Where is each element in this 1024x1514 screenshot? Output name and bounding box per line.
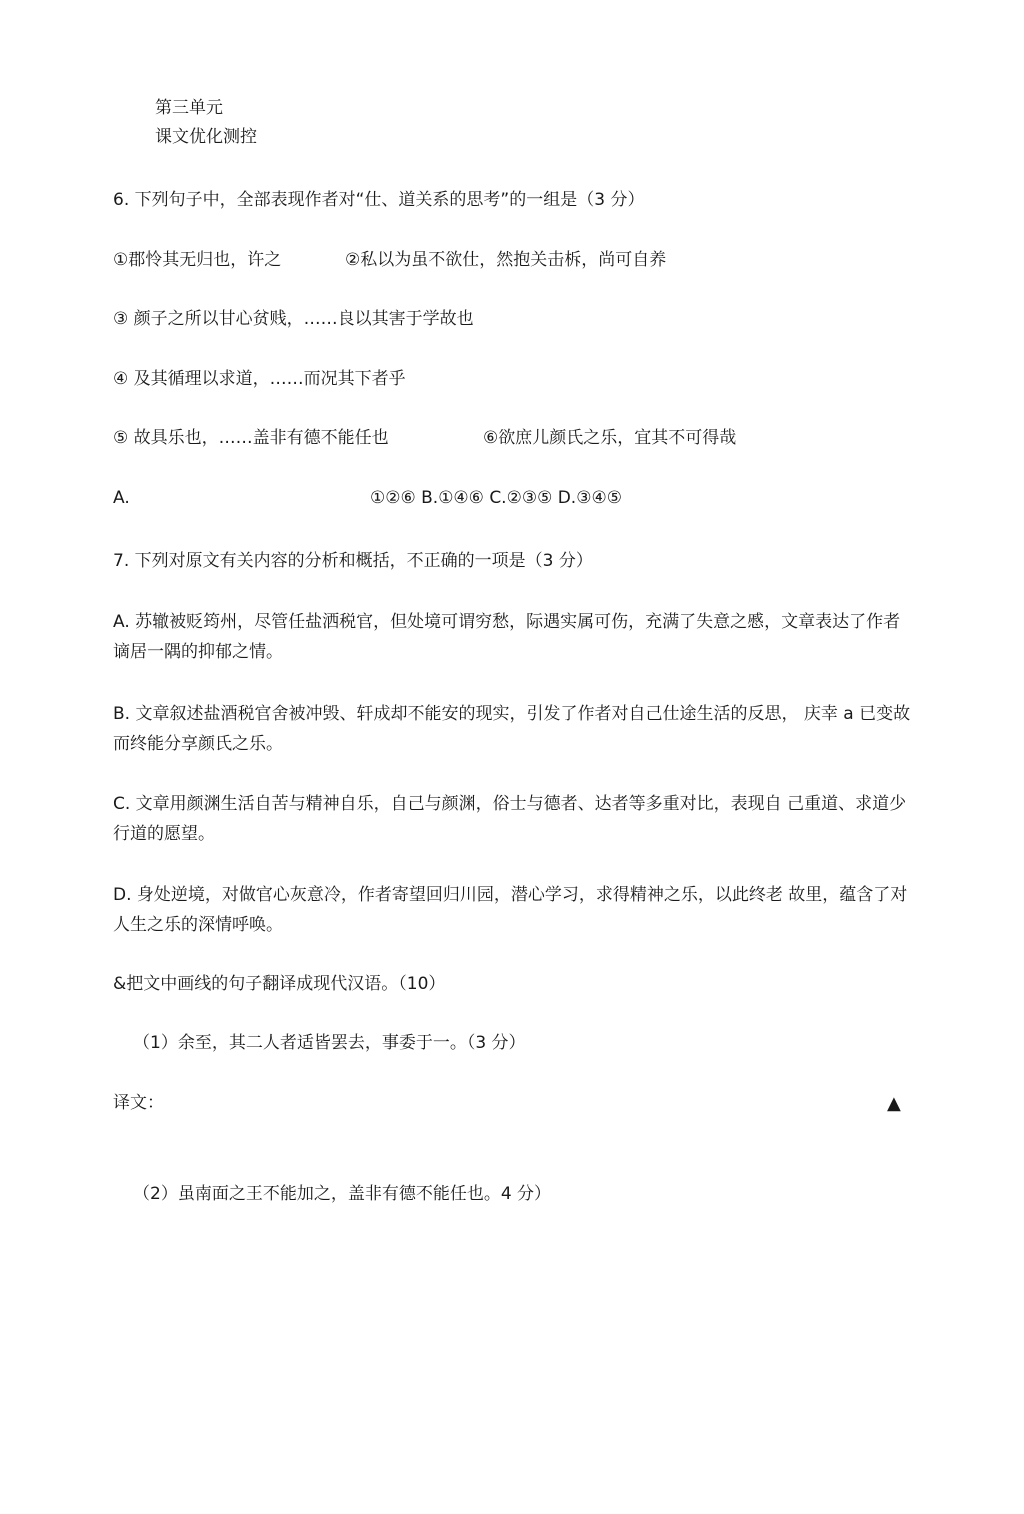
question-8-stem: &把文中画线的句子翻译成现代汉语。（10）	[113, 974, 446, 994]
option-1: ①郡怜其无归也，许之	[113, 250, 282, 270]
triangle-marker-icon: ▲	[887, 1093, 901, 1114]
choice-a-label: A.	[113, 488, 130, 508]
question-6-options-row-3	[113, 427, 913, 449]
option-4: ④ 及其循理以求道，……而况其下者乎	[113, 369, 406, 389]
question-8-sub-1: （1）余至，其二人者适皆罢去，事委于一。（3 分）	[133, 1033, 526, 1053]
question-6-options-row-1	[113, 249, 913, 271]
page-subtitle: 课文优化测控	[155, 127, 257, 147]
option-3: ③ 颜子之所以甘心贫贱，……良以其害于学故也	[113, 309, 474, 329]
question-7-stem: 7. 下列对原文有关内容的分析和概括，不正确的一项是（3 分）	[113, 551, 593, 571]
question-7-choice-b: B. 文章叙述盐酒税官舍被冲毁、轩成却不能安的现实，引发了作者对自己仕途生活的反思， 庆幸 a 已变故而终能分享颜氏之乐。	[113, 704, 911, 754]
option-5: ⑤ 故具乐也，……盖非有德不能任也	[113, 428, 389, 448]
question-7-choice-c: C. 文章用颜渊生活自苦与精神自乐，自己与颜渊，俗士与德者、达者等多重对比，表现自 己重道、求道少行道的愿望。	[113, 794, 907, 844]
question-7-choice-d: D. 身处逆境，对做官心灰意冷，作者寄望回归川园，潜心学习，求得精神之乐，以此终老 故里，蕴含了对人生之乐的深情呼唤。	[113, 885, 908, 935]
question-8-sub-2: （2）虽南面之王不能加之，盖非有德不能任也。4 分）	[133, 1184, 552, 1204]
question-7-choice-a: A. 苏辙被贬筠州，尽管任盐洒税官，但处境可谓穷愁，际遇实属可伤，充满了失意之慼，文章表达了作者谪居一隅的抑郁之情。	[113, 612, 901, 662]
translation-label: 译文：	[113, 1093, 164, 1113]
option-2: ②私以为虽不欲仕，然抱关击柝，尚可自养	[345, 250, 667, 270]
unit-title: 第三单元	[155, 98, 223, 118]
answer-choices: ①②⑥ B.①④⑥ C.②③⑤ D.③④⑤	[370, 488, 622, 508]
option-6: ⑥欲庶儿颜氏之乐，宜其不可得哉	[483, 428, 737, 448]
question-6-stem: 6. 下列句子中，全部表现作者对“仕、道关系的思考”的一组是（3 分）	[113, 190, 645, 210]
